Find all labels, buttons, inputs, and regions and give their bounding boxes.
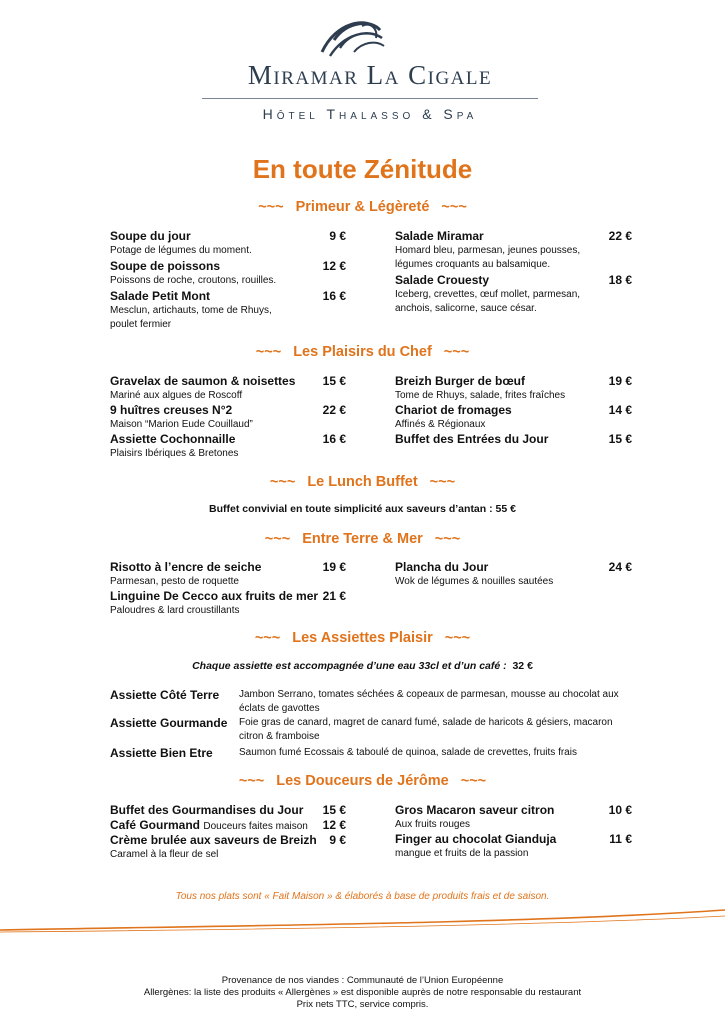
item-name: Buffet des Entrées du Jour	[395, 432, 549, 446]
section-title: Primeur & Légèreté	[295, 199, 430, 215]
item-price: 12 €	[322, 818, 346, 832]
tilde-ornament: ~~~	[255, 344, 282, 360]
item-name: Plancha du Jour	[395, 560, 489, 574]
item-description: Caramel à la fleur de sel	[110, 849, 219, 860]
item-description: Potage de légumes du moment.	[110, 245, 252, 256]
menu-item	[110, 374, 346, 403]
tilde-ornament: ~~~	[269, 474, 296, 490]
terre-right-column	[395, 560, 632, 589]
item-name: Salade Miramar	[395, 229, 484, 243]
item-description: mangue et fruits de la passion	[395, 848, 529, 859]
item-name: Salade Crouesty	[395, 273, 490, 287]
item-price: 11 €	[609, 832, 632, 846]
section-heading-primeur	[0, 199, 725, 215]
primeur-left-column	[110, 229, 346, 332]
tilde-ornament: ~~~	[460, 773, 487, 789]
item-price: 10 €	[608, 803, 632, 817]
decorative-swoosh-icon	[0, 900, 725, 940]
item-name: Buffet des Gourmandises du Jour	[110, 803, 304, 817]
item-name: Soupe de poissons	[110, 259, 221, 273]
assiette-description: Jambon Serrano, tomates séchées & copeaux de parmesan, mousse au chocolat aux éclats de gavottes	[239, 689, 619, 714]
menu-title: En toute Zénitude	[252, 154, 473, 184]
item-name: Crème brulée aux saveurs de Breizh	[110, 833, 317, 847]
item-name: Gravelax de saumon & noisettes	[110, 374, 296, 388]
hotel-subtitle: Hôtel Thalasso & Spa	[262, 106, 478, 122]
wave-logo-icon	[318, 12, 388, 58]
menu-item	[395, 832, 632, 861]
item-price: 21 €	[322, 589, 346, 603]
footer-info	[0, 975, 725, 1011]
tilde-ornament: ~~~	[254, 630, 281, 646]
assiette-name: Assiette Côté Terre	[110, 688, 220, 702]
item-price: 22 €	[608, 229, 632, 243]
tilde-ornament: ~~~	[444, 630, 471, 646]
item-description: Affinés & Régionaux	[395, 419, 486, 430]
tilde-ornament: ~~~	[238, 773, 265, 789]
menu-item	[110, 403, 346, 432]
section-title: Entre Terre & Mer	[302, 531, 423, 547]
menu-item	[395, 374, 632, 403]
section-title: Les Assiettes Plaisir	[292, 630, 433, 646]
menu-item	[110, 803, 346, 818]
item-name: Soupe du jour	[110, 229, 191, 243]
item-description: Parmesan, pesto de roquette	[110, 576, 239, 587]
item-name: Risotto à l’encre de seiche	[110, 560, 262, 574]
item-price: 22 €	[322, 403, 346, 417]
logo-divider	[202, 98, 538, 99]
assiettes-intro-line	[0, 660, 725, 672]
item-name: 9 huîtres creuses N°2	[110, 403, 233, 417]
menu-item	[110, 589, 346, 618]
assiette-row	[110, 746, 630, 762]
item-price: 19 €	[608, 374, 632, 388]
price-line: Prix nets TTC, service compris.	[296, 999, 429, 1010]
menu-item	[110, 229, 346, 259]
homemade-footnote: Tous nos plats sont « Fait Maison » & élaborés à base de produits frais et de saison.	[175, 891, 550, 902]
hotel-logo	[200, 12, 540, 122]
item-price: 18 €	[608, 273, 632, 287]
item-price: 24 €	[608, 560, 632, 574]
tilde-ornament: ~~~	[443, 344, 470, 360]
section-title: Les Douceurs de Jérôme	[276, 773, 449, 789]
tilde-ornament: ~~~	[258, 199, 284, 215]
item-name: Breizh Burger de bœuf	[395, 374, 526, 388]
section-heading-plaisirs	[0, 344, 725, 360]
menu-item	[110, 432, 346, 461]
item-name: Salade Petit Mont	[110, 289, 211, 303]
tilde-ornament: ~~~	[441, 199, 467, 215]
menu-item	[110, 560, 346, 589]
tilde-ornament: ~~~	[264, 531, 291, 547]
item-price: 9 €	[329, 833, 346, 847]
item-price: 15 €	[608, 432, 632, 446]
item-description: Tome de Rhuys, salade, frites fraîches	[395, 390, 566, 401]
item-description: Aux fruits rouges	[395, 819, 471, 830]
item-price: 14 €	[608, 403, 632, 417]
item-description: Mesclun, artichauts, tome de Rhuys, poulet fermier	[110, 305, 272, 330]
menu-item	[395, 803, 632, 832]
item-name: Gros Macaron saveur citron	[395, 803, 555, 817]
item-name: Linguine De Cecco aux fruits de mer	[110, 589, 319, 603]
assiette-name: Assiette Bien Etre	[110, 746, 213, 760]
item-price: 16 €	[322, 432, 346, 446]
assiette-row	[110, 688, 630, 718]
item-price: 16 €	[322, 289, 346, 303]
douceurs-left-column	[110, 803, 346, 862]
item-name	[110, 818, 346, 834]
tilde-ornament: ~~~	[434, 531, 461, 547]
section-heading-assiettes	[0, 630, 725, 646]
item-description: Poissons de roche, croutons, rouilles.	[110, 275, 277, 286]
item-description: Maison “Marion Eude Couillaud”	[110, 419, 253, 430]
menu-item	[395, 403, 632, 432]
menu-item	[110, 259, 346, 289]
menu-item	[110, 289, 346, 332]
item-name: Finger au chocolat Gianduja	[395, 832, 557, 846]
menu-item	[395, 432, 632, 447]
item-description: Mariné aux algues de Roscoff	[110, 390, 243, 401]
item-price: 15 €	[322, 374, 346, 388]
lunch-buffet-line: Buffet convivial en toute simplicité aux saveurs d’antan : 55 €	[209, 503, 516, 515]
menu-item	[395, 560, 632, 589]
douceurs-right-column	[395, 803, 632, 861]
item-description: Plaisirs Ibériques & Bretones	[110, 448, 239, 459]
terre-left-column	[110, 560, 346, 618]
section-title: Le Lunch Buffet	[307, 474, 418, 490]
assiettes-intro: Chaque assiette est accompagnée d’une eau 33cl et d’un café :	[192, 660, 507, 672]
item-name: Assiette Cochonnaille	[110, 432, 236, 446]
section-heading-terre	[0, 531, 725, 547]
meat-origin-line: Provenance de nos viandes : Communauté de l’Union Européenne	[221, 975, 504, 986]
menu-item	[110, 818, 346, 833]
plaisirs-right-column	[395, 374, 632, 447]
section-heading-lunch	[0, 474, 725, 490]
assiette-row	[110, 716, 630, 746]
assiette-name: Assiette Gourmande	[110, 716, 228, 730]
tilde-ornament: ~~~	[429, 474, 456, 490]
allergens-line: Allergènes: la liste des produits « Allergènes » est disponible auprès de notre responsable du restaurant	[143, 987, 582, 998]
item-description: Wok de légumes & nouilles sautées	[395, 576, 554, 587]
menu-item	[110, 833, 346, 862]
hotel-name: Miramar La Cigale	[247, 60, 493, 90]
item-description: Paloudres & lard croustillants	[110, 605, 240, 616]
item-price: 19 €	[322, 560, 346, 574]
primeur-right-column	[395, 229, 632, 316]
plaisirs-left-column	[110, 374, 346, 461]
menu-item	[395, 229, 632, 273]
menu-item	[395, 273, 632, 316]
item-name-text: Café Gourmand	[110, 818, 201, 832]
assiettes-price: 32 €	[512, 660, 533, 672]
item-description: Homard bleu, parmesan, jeunes pousses, légumes croquants au balsamique.	[395, 245, 581, 270]
item-name: Chariot de fromages	[395, 403, 512, 417]
assiette-description: Saumon fumé Ecossais & taboulé de quinoa, salade de crevettes, fruits frais	[239, 747, 577, 758]
item-inline-description: Douceurs faites maison	[203, 821, 308, 832]
assiette-description: Foie gras de canard, magret de canard fumé, salade de haricots & gésiers, macaron citron & framboise	[239, 717, 613, 742]
section-heading-douceurs	[0, 773, 725, 789]
section-title: Les Plaisirs du Chef	[293, 344, 432, 360]
item-price: 12 €	[322, 259, 346, 273]
item-price: 15 €	[322, 803, 346, 817]
item-price: 9 €	[329, 229, 346, 243]
item-description: Iceberg, crevettes, œuf mollet, parmesan, anchois, salicorne, sauce césar.	[395, 289, 581, 314]
